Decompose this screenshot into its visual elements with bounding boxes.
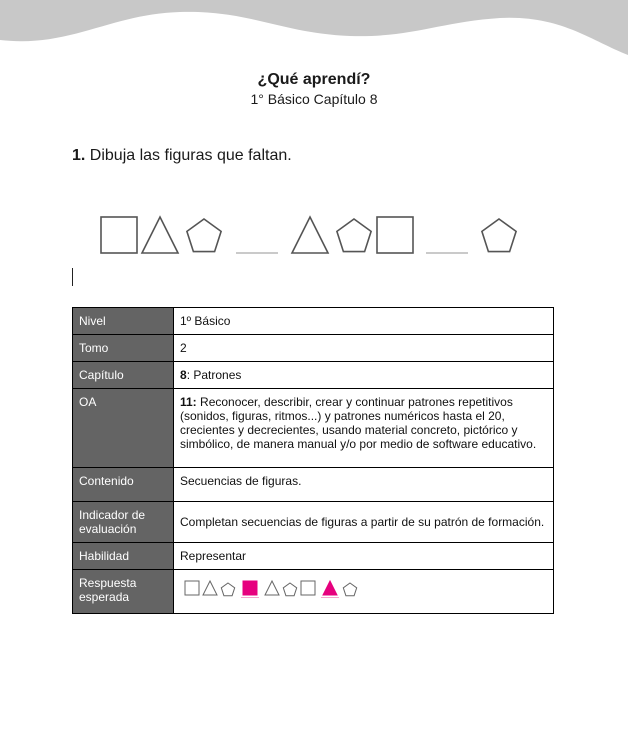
pentagon-shape	[187, 219, 221, 252]
row-value: Secuencias de figuras.	[174, 468, 554, 502]
table-row	[73, 468, 554, 502]
table-row	[73, 502, 554, 543]
row-label: Contenido	[73, 468, 174, 502]
row-value	[174, 389, 554, 468]
page-subtitle: 1° Básico Capítulo 8	[250, 91, 378, 107]
row-value: 1º Básico	[174, 308, 554, 335]
oa-text: Reconocer, describir, crear y continuar patrones repetitivos (sonidos, figuras, ritmos...) y patrones numéricos hasta el 20, crecientes y decrecientes, usando material concreto, pictórico y simbólico, de manera manual y/o por medio de software educativo.	[180, 395, 537, 451]
triangle-shape	[265, 581, 279, 595]
triangle-shape	[142, 217, 178, 253]
expected-answer	[174, 570, 554, 614]
square-shape	[377, 217, 413, 253]
page-title: ¿Qué aprendí?	[257, 71, 371, 88]
row-label: Indicador de evaluación	[73, 502, 174, 543]
triangle-shape	[203, 581, 217, 595]
pentagon-shape	[337, 219, 371, 252]
row-value	[174, 362, 554, 389]
table-row	[73, 543, 554, 570]
table-row	[73, 570, 554, 614]
square-shape	[101, 217, 137, 253]
triangle-filled-shape	[323, 581, 337, 595]
row-label: Respuesta esperada	[73, 570, 174, 614]
square-shape	[185, 581, 199, 595]
square-filled-shape	[243, 581, 257, 595]
row-value: Representar	[174, 543, 554, 570]
row-value: Completan secuencias de figuras a partir de su patrón de formación.	[174, 502, 554, 543]
chapter-number: 8	[180, 368, 187, 382]
header-wave	[0, 0, 628, 60]
triangle-shape	[292, 217, 328, 253]
info-table	[72, 307, 554, 614]
chapter-name: : Patrones	[186, 368, 242, 382]
figure-sequence	[95, 210, 525, 260]
row-label: Tomo	[73, 335, 174, 362]
oa-number: 11:	[180, 395, 197, 409]
answer-sequence	[180, 576, 370, 600]
question-number: 1.	[72, 147, 86, 164]
question-text: Dibuja las figuras que faltan.	[89, 147, 292, 164]
square-shape	[301, 581, 315, 595]
pentagon-shape	[482, 219, 516, 252]
table-row	[73, 308, 554, 335]
pentagon-shape	[221, 583, 234, 596]
text-cursor	[72, 268, 73, 286]
row-label: Habilidad	[73, 543, 174, 570]
row-label: OA	[73, 389, 174, 468]
table-row	[73, 389, 554, 468]
question	[72, 147, 292, 165]
table-row	[73, 335, 554, 362]
pentagon-shape	[343, 583, 356, 596]
row-label: Capítulo	[73, 362, 174, 389]
row-value: 2	[174, 335, 554, 362]
table-row	[73, 362, 554, 389]
pentagon-shape	[283, 583, 296, 596]
row-label: Nivel	[73, 308, 174, 335]
